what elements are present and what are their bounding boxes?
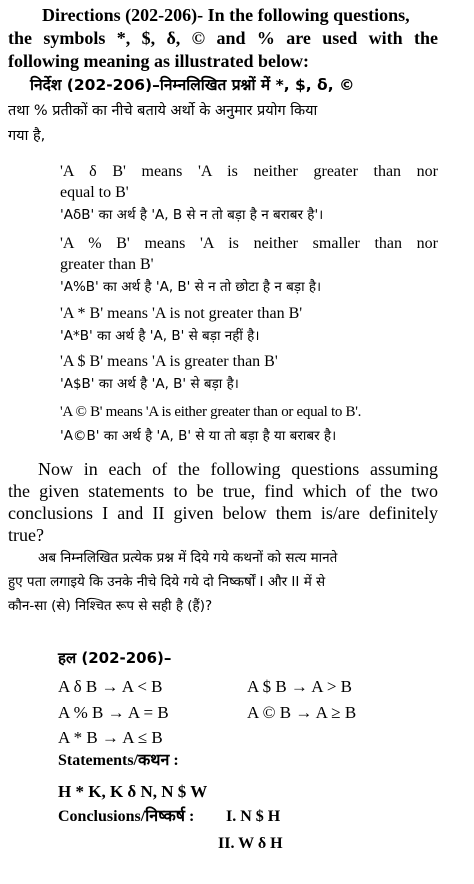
solution-heading: हल (202-206)– <box>58 649 172 667</box>
statements-label: Statements/कथन : <box>58 752 179 769</box>
directions-hi-line-1: निर्देश (202-206)–निम्नलिखित प्रश्नों में *, $, δ, © <box>30 76 355 94</box>
symbol-meaning-percent: A % B → A = B <box>58 703 169 722</box>
rule-5-hi: 'A©B' का अर्थ है 'A, B' से या तो बड़ा है या बराबर है। <box>60 428 337 444</box>
rule-2-en: 'A % B' means 'A is neither smaller than nor <box>60 235 438 252</box>
directions-en-line-3: following meaning as illustrated below: <box>8 51 310 71</box>
symbol-meaning-star: A * B → A ≤ B <box>58 728 163 747</box>
statements-text: H * K, K δ N, N $ W <box>58 782 208 801</box>
rule-1-hi: 'AδB' का अर्थ है 'A, B से न तो बड़ा है न बराबर है'। <box>60 207 324 223</box>
instruction-hi-line-1: अब निम्नलिखित प्रत्येक प्रश्न में दिये गये कथनों को सत्य मानते <box>38 550 338 566</box>
conclusion-2: II. W δ H <box>218 835 283 852</box>
instruction-hi-line-2: हुए पता लगाइये कि उनके नीचे दिये गये दो निष्कर्षों I और II में से <box>8 574 326 590</box>
rule-1-en: 'A δ B' means 'A is neither greater than nor <box>60 163 438 180</box>
rule-2-en-cont: greater than B' <box>60 256 154 273</box>
rule-3-en: 'A * B' means 'A is not greater than B' <box>60 305 303 322</box>
conclusion-1: I. N $ H <box>226 808 281 825</box>
instruction-en-line-2: the given statements to be true, find which of the two <box>8 481 438 501</box>
rule-2-hi: 'A%B' का अर्थ है 'A, B' से न तो छोटा है न बड़ा है। <box>60 279 322 295</box>
directions-hi-line-3: गया है, <box>8 128 46 144</box>
directions-en-line-1: Directions (202-206)- In the following questions, <box>42 5 410 25</box>
instruction-en-line-4: true? <box>8 525 44 545</box>
symbol-meaning-delta: A δ B → A < B <box>58 677 163 696</box>
instruction-en-line-1: Now in each of the following questions assuming <box>38 459 438 479</box>
rule-3-hi: 'A*B' का अर्थ है 'A, B' से बड़ा नहीं है। <box>60 328 260 344</box>
conclusions-label: Conclusions/निष्कर्ष : <box>58 808 195 825</box>
rule-4-hi: 'A$B' का अर्थ है 'A, B' से बड़ा है। <box>60 376 239 392</box>
rule-5-en: 'A © B' means 'A is either greater than or equal to B'. <box>60 404 362 420</box>
directions-en-line-2: the symbols *, $, δ, © and % are used with the <box>8 28 438 48</box>
instruction-en-line-3: conclusions I and II given below them is/are definitely <box>8 503 438 523</box>
rule-1-en-cont: equal to B' <box>60 184 129 201</box>
symbol-meaning-copyright: A © B → A ≥ B <box>247 703 357 722</box>
directions-hi-line-2: तथा % प्रतीकों का नीचे बताये अर्थो के अनुमार प्रयोग किया <box>8 103 318 119</box>
instruction-hi-line-3: कौन-सा (से) निश्चित रूप से सही है (हैं)? <box>8 598 213 614</box>
symbol-meaning-dollar: A $ B → A > B <box>247 677 353 696</box>
rule-4-en: 'A $ B' means 'A is greater than B' <box>60 353 278 370</box>
